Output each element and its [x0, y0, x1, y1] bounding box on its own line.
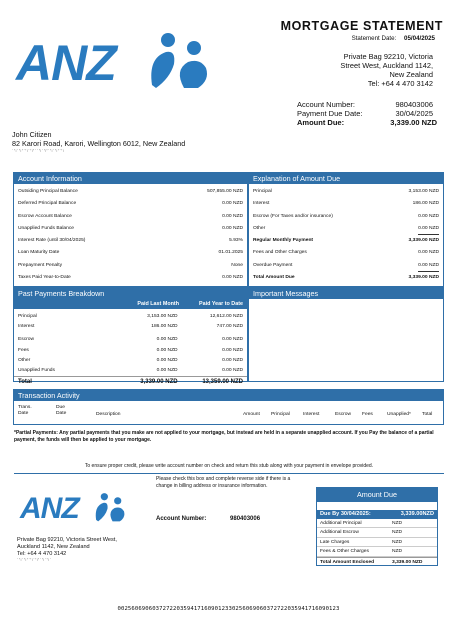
table-row: [249, 211, 443, 223]
account-number-label: Account Number:: [297, 100, 355, 109]
stub-row: [317, 519, 437, 528]
past-cell-a: 186.00 NZD: [151, 324, 178, 330]
anz-logo: [14, 30, 214, 92]
past-cell-a: 3,153.00 NZD: [147, 314, 178, 319]
col-amount: Amount: [243, 412, 260, 417]
stub-row-value: NZD: [392, 539, 403, 545]
row-label: Interest Rate (until 30/04/2025): [18, 238, 86, 244]
anz-people-icon: [144, 30, 214, 90]
statement-title: MORTGAGE STATEMENT: [280, 19, 443, 33]
stub-address-line: Private Bag 92210, Victoria Street West,: [17, 537, 117, 543]
past-cell-label: Escrow: [18, 337, 35, 343]
amount-due: 3,339.00 NZD: [390, 118, 437, 127]
stub-anz-people-icon: [92, 490, 128, 524]
barcode-scribble: ˈ'ˡˈ'ˡ'ˈ'ˡˈ'ˡ'ˈˈ'ˡˈ'ˡ'ˈ'ˡˈ'ˡ'ˈ'ˡ: [12, 149, 65, 155]
past-total-b: 13,359.00 NZD: [202, 379, 244, 386]
stub-row: [317, 547, 437, 556]
col-trans-date: Trans. Date: [18, 405, 32, 416]
table-row: [14, 223, 247, 235]
row-label: Regular Monthly Payment: [253, 238, 314, 244]
col-description: Description: [96, 412, 121, 417]
past-cell-a: 0.00 NZD: [156, 347, 178, 353]
past-cell-label: Interest: [18, 324, 35, 330]
tear-line: [14, 473, 444, 474]
amount-due-label: Amount Due:: [297, 118, 345, 127]
stub-row-value: NZD: [392, 521, 403, 526]
row-value: 0.00 NZD: [418, 250, 439, 256]
amount-due-panel: [248, 172, 444, 287]
table-row: [14, 235, 247, 247]
table-row: [249, 260, 443, 272]
table-row: [14, 335, 247, 345]
stub-due-by-label: Due By 30/04/2025:: [320, 511, 371, 517]
table-row: [14, 186, 247, 198]
row-value: 5.93%: [229, 238, 243, 244]
col-total: Total: [422, 412, 433, 417]
stub-row-label: Additional Escrow: [320, 530, 359, 536]
stub-due-by-value: 3,339.00NZD: [400, 511, 434, 517]
past-cell-a: 0.00 NZD: [156, 367, 178, 373]
table-row: [14, 322, 247, 332]
table-row: [14, 366, 247, 376]
stub-amount-due-panel: [316, 487, 438, 566]
row-value: 0.00 NZD: [222, 201, 243, 207]
summary-box: [297, 100, 437, 127]
past-cell-b: 12,612.00 NZD: [209, 314, 244, 319]
past-cell-a: 0.00 NZD: [156, 357, 178, 363]
micr-line: 0025606906037272203594171609012330256069060372722035941716090123: [117, 606, 340, 612]
table-row: [14, 260, 247, 272]
stub-amount-due-title: Amount Due: [317, 488, 437, 502]
account-info-panel: [13, 172, 248, 287]
past-total-label: Total: [18, 379, 32, 386]
transactions-panel: [13, 389, 444, 425]
stub-row-value: NZD: [392, 530, 403, 536]
anz-logo-text: ANZ: [16, 35, 116, 91]
row-label: Escrow (For Taxes and/or insurance): [253, 213, 333, 219]
row-label: Prepayment Penalty: [18, 262, 63, 268]
bank-address-line: New Zealand: [389, 70, 433, 79]
stub-row-label: Additional Principal: [320, 521, 362, 526]
past-cell-b: 0.00 NZD: [222, 367, 244, 373]
row-value: 0.00 NZD: [222, 213, 243, 219]
important-messages-panel: [248, 287, 444, 382]
statement-date: 05/04/2025: [404, 35, 435, 42]
stub-address-line: Auckland 1142, New Zealand: [17, 544, 90, 550]
col-interest: Interest: [303, 412, 320, 417]
row-value: 3,339.00 NZD: [408, 238, 439, 244]
row-value: 186.00 NZD: [412, 201, 439, 207]
credit-note: To ensure proper credit, please write account number on check and return this stub along with your payment in envelope provided.: [84, 463, 374, 469]
stub-row: [317, 557, 437, 566]
due-date-label: Payment Due Date:: [297, 109, 363, 118]
important-messages-title: Important Messages: [249, 288, 443, 299]
table-row: [14, 211, 247, 223]
past-payments-panel: [13, 287, 248, 386]
bank-address-line: Private Bag 92210, Victoria: [343, 52, 433, 61]
row-value: 0.00 NZD: [222, 275, 243, 281]
due-date: 30/04/2025: [395, 109, 433, 118]
row-label: Loan Maturity Date: [18, 250, 60, 256]
past-cell-b: 0.00 NZD: [222, 347, 244, 353]
row-value: 0.00 NZD: [418, 213, 439, 219]
row-label: Other: [253, 225, 266, 231]
row-label: Outsiding Principal Balance: [18, 189, 78, 194]
row-label: Overdue Payment: [253, 262, 293, 268]
account-info-title: Account Information: [14, 173, 247, 184]
row-label: Principal: [253, 189, 272, 194]
stub-scribble: ˈ'ˡˈ'ˡ'ˈ'ˡˈ'ˡ'ˈ'ˡˈ'ˡˈ: [17, 558, 52, 564]
row-label: Deferred Principal Balance: [18, 201, 77, 207]
stub-row: [317, 528, 437, 537]
row-label: Escrow Account Balance: [18, 213, 72, 219]
stub-account-row: [156, 516, 260, 522]
stub-address-line: Tel: +64 4 470 3142: [17, 551, 67, 557]
partial-payments-note: *Partial Payments: Any partial payments that you make are not applied to your mortgage, but instead are held in a separate unapplied account. If you Pay the balance of a partial payment, the funds will then be applied to your mortgage.: [14, 430, 434, 443]
stub-row-value: 3,339.00 NZD: [392, 559, 423, 565]
row-value: 01.01.2025: [218, 250, 243, 256]
past-total-a: 3,339.00 NZD: [140, 379, 178, 386]
table-row: [14, 198, 247, 210]
customer-block: [12, 130, 185, 157]
col-escrow: Escrow: [335, 412, 352, 417]
account-number: 980403006: [395, 100, 433, 109]
col-principal: Principal: [271, 412, 290, 417]
stub-row-value: NZD: [392, 549, 403, 555]
row-label: Unapplied Funds Balance: [18, 225, 75, 231]
stub-row-label: Late Charges: [320, 539, 350, 545]
table-row: [249, 186, 443, 198]
col-fees: Fees: [362, 412, 373, 417]
past-cell-b: 0.00 NZD: [222, 337, 244, 343]
transactions-header-row: [14, 401, 443, 423]
past-cell-label: Fees: [18, 347, 29, 353]
table-row: [249, 272, 443, 284]
row-value: 0.00 NZD: [418, 223, 439, 235]
paid-last-month-header: Paid Last Month: [137, 301, 179, 307]
table-row: [249, 247, 443, 259]
stub-bank-address: [17, 537, 117, 565]
amount-due-expl-title: Explanation of Amount Due: [249, 173, 443, 184]
stub-account-number: 980403006: [230, 516, 261, 522]
stub-row-label: Total Amount Enclosed: [320, 559, 375, 565]
check-box-note: Please check this box and complete reverse side if there is a change in billing address or insurance information.: [156, 476, 291, 489]
statement-date-label: Statement Date:: [351, 35, 397, 42]
past-cell-a: 0.00 NZD: [156, 337, 178, 343]
table-row: [249, 235, 443, 247]
statement-date-row: [352, 35, 435, 42]
past-cell-b: 0.00 NZD: [222, 357, 244, 363]
stub-row-label: Fees & Other Charges: [320, 549, 369, 555]
col-due-date: Due Date: [56, 405, 67, 416]
bank-address: [340, 52, 433, 88]
table-row: [14, 356, 247, 366]
stub-anz-logo-text: ANZ: [20, 492, 79, 525]
stub-account-label: Account Number:: [156, 516, 207, 522]
transactions-title: Transaction Activity: [14, 390, 443, 401]
customer-address: 82 Karori Road, Karori, Wellington 6012, New Zealand: [12, 139, 186, 148]
bank-address-line: Street West, Auckland 1142,: [340, 61, 433, 70]
stub-anz-logo: [18, 490, 128, 530]
table-row: [14, 346, 247, 356]
table-row: [14, 312, 247, 322]
row-value: 507,855.00 NZD: [207, 189, 243, 194]
col-unapplied: Unapplied*: [387, 412, 411, 417]
past-cell-label: Unapplied Funds: [18, 367, 55, 373]
row-value: 3,153.00 NZD: [408, 189, 439, 194]
past-cell-label: Other: [18, 357, 31, 363]
past-cell-label: Principal: [18, 314, 37, 319]
paid-ytd-header: Paid Year to Date: [199, 301, 243, 307]
customer-name: John Citizen: [12, 130, 52, 139]
table-row: [249, 198, 443, 210]
table-row: [249, 223, 443, 235]
row-label: Total Amount Due: [253, 275, 295, 281]
row-value: 0.00 NZD: [222, 225, 243, 231]
past-cell-b: 747.00 NZD: [216, 324, 244, 330]
stub-row: [317, 538, 437, 547]
row-value: 3,339.00 NZD: [408, 275, 439, 281]
table-row: [14, 247, 247, 259]
row-label: Fees and Other Charges: [253, 250, 307, 256]
row-value: None: [231, 262, 243, 268]
table-row: [14, 272, 247, 284]
row-label: Interest: [253, 201, 270, 207]
bank-address-line: Tel: +64 4 470 3142: [367, 79, 433, 88]
past-payments-title: Past Payments Breakdown: [14, 288, 247, 299]
row-value: 0.00 NZD: [418, 260, 439, 272]
row-label: Taxes Paid Year-to-Date: [18, 275, 71, 281]
